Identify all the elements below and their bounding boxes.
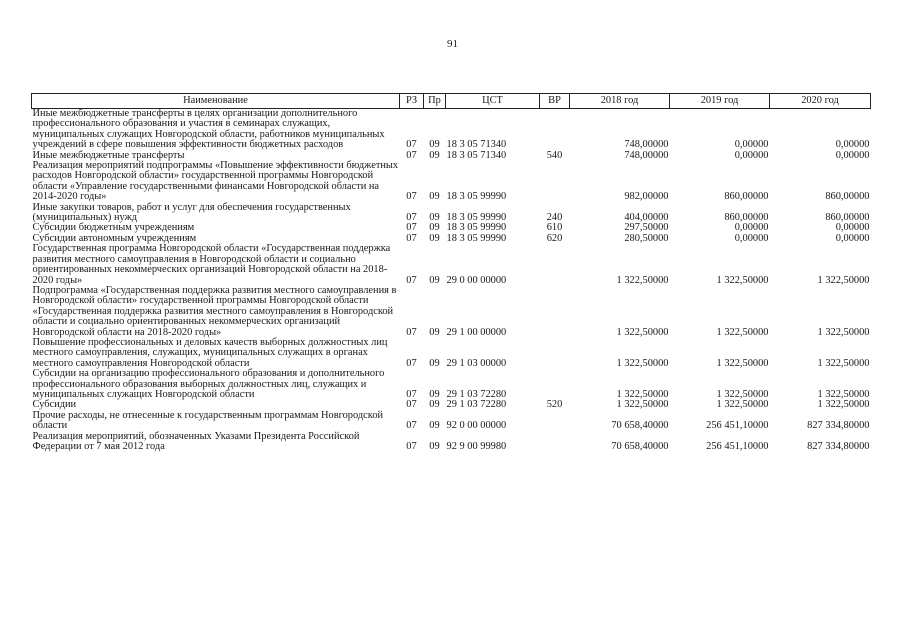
row-value-2020: 0,00000 <box>835 222 870 234</box>
budget-table <box>31 93 871 452</box>
row-name: Государственная программа Новгородской области «Государственная поддержка развития местного самоуправления в Новгородской области и социально ориентированных некоммерческих организаций Новгородской области на 2018-2020 годы» <box>32 243 391 286</box>
row-vr <box>540 369 570 400</box>
row-cst: 18 3 05 99990 <box>446 222 507 234</box>
row-rz: 07 <box>406 420 417 432</box>
table-row <box>32 369 871 400</box>
row-cst: 29 1 00 00000 <box>446 326 507 338</box>
row-cst: 29 1 03 72280 <box>446 399 507 411</box>
row-value-2020: 0,00000 <box>835 149 870 161</box>
row-value-2020: 1 322,50000 <box>817 357 870 369</box>
row-vr: 620 <box>546 232 563 244</box>
row-pr: 09 <box>429 149 440 161</box>
row-cst: 29 1 03 00000 <box>446 357 507 369</box>
row-value-2018: 1 322,50000 <box>616 399 669 411</box>
row-name: Субсидии на организацию профессионального образования и дополнительного профессионального образования выборных должностных лиц, служащих и муниципальных служащих Новгородской области <box>32 368 385 400</box>
row-cst: 18 3 05 99990 <box>446 191 507 203</box>
row-name: Субсидии <box>32 399 77 411</box>
row-cst: 92 0 00 00000 <box>446 420 507 432</box>
row-pr: 09 <box>429 441 440 452</box>
row-value-2020: 0,00000 <box>835 232 870 244</box>
header-cst: ЦСТ <box>446 94 540 109</box>
row-cst: 18 3 05 71340 <box>446 149 507 161</box>
header-2018: 2018 год <box>570 94 670 109</box>
row-value-2019: 1 322,50000 <box>716 357 769 369</box>
header-2019: 2019 год <box>670 94 770 109</box>
row-vr: 610 <box>546 222 563 234</box>
table-row <box>32 161 871 203</box>
row-value-2020: 1 322,50000 <box>817 326 870 338</box>
row-name: Реализация мероприятий подпрограммы «Повышение эффективности бюджетных расходов Новгородской области» государственной программы Новгородской области «Управление государственными финансами Новгородской области на 2014-2020 годы» <box>32 160 399 203</box>
page-number: 91 <box>447 38 458 50</box>
header-name: Наименование <box>32 94 400 109</box>
table-body <box>32 109 871 453</box>
row-value-2018: 70 658,40000 <box>611 420 669 432</box>
row-vr <box>540 338 570 369</box>
header-pr: Пр <box>424 94 446 109</box>
row-rz: 07 <box>406 357 417 369</box>
row-rz: 07 <box>406 388 417 400</box>
row-pr: 09 <box>429 274 440 286</box>
row-vr <box>540 161 570 203</box>
row-pr: 09 <box>429 212 440 224</box>
row-value-2020: 860,00000 <box>825 191 870 203</box>
row-value-2018: 70 658,40000 <box>611 441 669 452</box>
row-name: Иные межбюджетные трансферты <box>32 149 185 161</box>
row-value-2018: 280,50000 <box>624 232 669 244</box>
row-value-2020: 0,00000 <box>835 139 870 151</box>
row-cst: 18 3 05 71340 <box>446 139 507 151</box>
row-value-2019: 0,00000 <box>734 139 769 151</box>
row-value-2019: 1 322,50000 <box>716 326 769 338</box>
row-value-2018: 748,00000 <box>624 149 669 161</box>
table-row <box>32 286 871 338</box>
row-pr: 09 <box>429 191 440 203</box>
row-value-2019: 0,00000 <box>734 222 769 234</box>
header-vr: ВР <box>540 94 570 109</box>
row-value-2018: 404,00000 <box>624 212 669 224</box>
row-value-2018: 1 322,50000 <box>616 388 669 400</box>
row-value-2019: 860,00000 <box>724 191 769 203</box>
row-value-2020: 1 322,50000 <box>817 399 870 411</box>
row-rz: 07 <box>406 222 417 234</box>
row-value-2018: 982,00000 <box>624 191 669 203</box>
row-pr: 09 <box>429 357 440 369</box>
row-vr <box>540 432 570 453</box>
table-row <box>32 338 871 369</box>
row-value-2018: 297,50000 <box>624 222 669 234</box>
row-vr <box>540 244 570 286</box>
row-name: Прочие расходы, не отнесенные к государственным программам Новгородской области <box>32 409 384 432</box>
row-value-2018: 1 322,50000 <box>616 274 669 286</box>
row-name: Повышение профессиональных и деловых качеств выборных должностных лиц местного самоуправления, служащих, муниципальных служащих в органах местного самоуправления Новгородской области <box>32 336 388 369</box>
row-value-2019: 1 322,50000 <box>716 388 769 400</box>
row-value-2020: 860,00000 <box>825 212 870 224</box>
row-value-2020: 1 322,50000 <box>817 274 870 286</box>
row-pr: 09 <box>429 399 440 411</box>
row-pr: 09 <box>429 420 440 432</box>
row-pr: 09 <box>429 222 440 234</box>
header-2020: 2020 год <box>770 94 871 109</box>
row-rz: 07 <box>406 139 417 151</box>
table-header-row <box>32 94 871 109</box>
row-value-2019: 0,00000 <box>734 149 769 161</box>
row-pr: 09 <box>429 388 440 400</box>
row-pr: 09 <box>429 326 440 338</box>
row-vr <box>540 286 570 338</box>
table-row <box>32 411 871 432</box>
row-value-2019: 256 451,10000 <box>706 441 769 452</box>
row-name: Субсидии бюджетным учреждениям <box>32 222 195 234</box>
row-value-2019: 860,00000 <box>724 212 769 224</box>
row-name: Субсидии автономным учреждениям <box>32 232 197 244</box>
table-row <box>32 203 871 224</box>
table-row <box>32 432 871 453</box>
row-rz: 07 <box>406 399 417 411</box>
row-vr <box>540 411 570 432</box>
header-rz: РЗ <box>400 94 424 109</box>
row-vr: 520 <box>546 399 563 411</box>
row-cst: 18 3 05 99990 <box>446 232 507 244</box>
row-cst: 92 9 00 99980 <box>446 441 507 452</box>
row-value-2018: 1 322,50000 <box>616 326 669 338</box>
row-value-2020: 827 334,80000 <box>807 441 870 452</box>
row-pr: 09 <box>429 139 440 151</box>
row-rz: 07 <box>406 274 417 286</box>
row-value-2018: 748,00000 <box>624 139 669 151</box>
row-value-2019: 256 451,10000 <box>706 420 769 432</box>
row-value-2018: 1 322,50000 <box>616 357 669 369</box>
row-name: Реализация мероприятий, обозначенных Указами Президента Российской Федерации от 7 мая 2012 года <box>32 430 360 452</box>
row-rz: 07 <box>406 149 417 161</box>
row-rz: 07 <box>406 441 417 452</box>
row-value-2020: 1 322,50000 <box>817 388 870 400</box>
row-name: Подпрограмма «Государственная поддержка развития местного самоуправления в Новгородской области» государственной программы Новгородской области «Государственная поддержка развития местного самоуправления в Новгородской области и социально ориентированных некоммерческих организаций Новгородской области на 2018-2020 годы» <box>32 284 397 338</box>
table-row <box>32 109 871 151</box>
row-rz: 07 <box>406 326 417 338</box>
row-cst: 29 1 03 72280 <box>446 388 507 400</box>
row-value-2019: 0,00000 <box>734 232 769 244</box>
table-row <box>32 244 871 286</box>
row-name: Иные закупки товаров, работ и услуг для обеспечения государственных (муниципальных) нужд <box>32 201 351 224</box>
row-name: Иные межбюджетные трансферты в целях организации дополнительного профессионального образования и участия в семинарах служащих, муниципальных служащих Новгородской области, работников муниципальных учреждений в сфере повышения эффективности бюджетных расходов <box>32 108 385 151</box>
row-cst: 29 0 00 00000 <box>446 274 507 286</box>
row-cst: 18 3 05 99990 <box>446 212 507 224</box>
row-rz: 07 <box>406 191 417 203</box>
row-value-2020: 827 334,80000 <box>807 420 870 432</box>
row-rz: 07 <box>406 212 417 224</box>
row-vr <box>540 109 570 151</box>
row-vr: 540 <box>546 149 563 161</box>
row-value-2019: 1 322,50000 <box>716 274 769 286</box>
row-value-2019: 1 322,50000 <box>716 399 769 411</box>
row-rz: 07 <box>406 232 417 244</box>
row-pr: 09 <box>429 232 440 244</box>
row-vr: 240 <box>546 212 563 224</box>
